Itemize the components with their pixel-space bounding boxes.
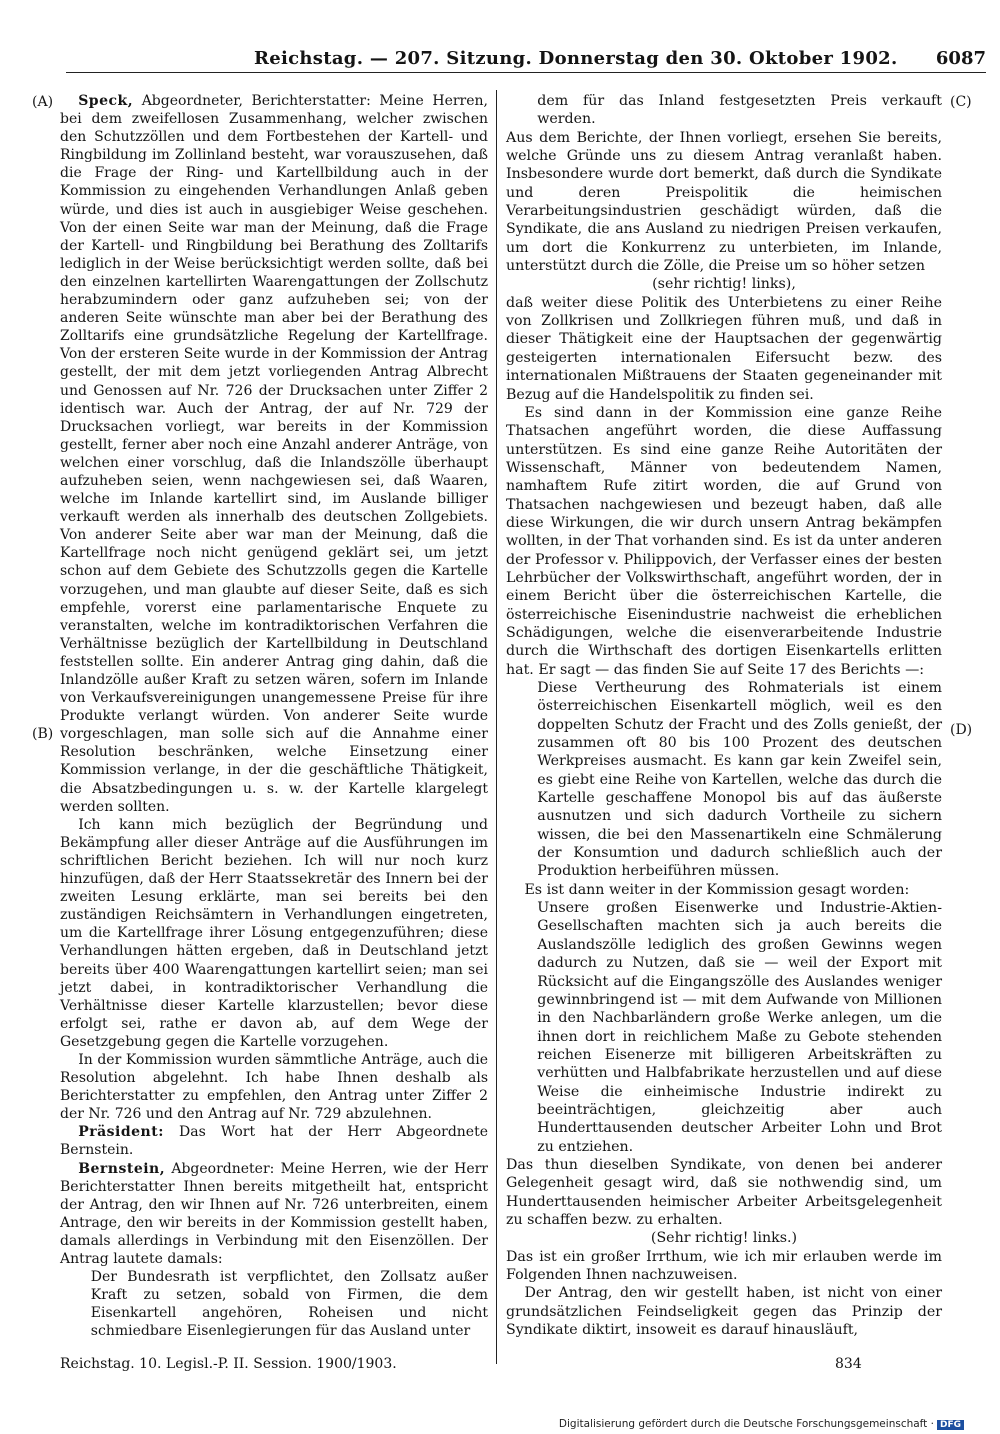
speaker-name: Präsident: xyxy=(78,1124,164,1141)
speech-president xyxy=(60,1123,488,1159)
paragraph: Das ist ein großer Irrthum, wie ich mir erlauben werde im Folgenden Ihnen nachzuweisen. xyxy=(506,1248,942,1283)
paragraph-text: Abgeordneter, Berichterstatter: Meine Herren, bei dem zweifellosen Zusammenhang, welcher zwischen den Schutzzöllen und dem Fortbestehen der Kartell- und Ringbildung im Zollinland besteht, war vorauszusehen, daß die Frage der Ring- und Kartellbildung auch in der Kommission zu eingehenden Verhandlungen Anlaß geben würde, und dies ist auch in ausgiebiger Weise geschehen. Von der einen Seite war man der Meinung, daß die Frage der Kartell- und Ringbildung bei Berathung des Zolltarifs lediglich in der Weise berücksichtigt werden sollte, daß bei den einzelnen kartellirten Waarengattungen der Zollschutz herabzumindern oder ganz aufzuheben sei; von der anderen Seite wünschte man aber bei der Berathung des Zolltarifs eine grundsätzliche Regelung der Kartellfrage. Von der ersteren Seite wurde in der Kommission der Antrag gestellt, der mit dem jetzt vorliegenden Antrag Albrecht und Genossen auf Nr. 726 der Drucksachen unter Ziffer 2 identisch war. Auch der Antrag, der auf Nr. 729 der Drucksachen vorliegt, war bereits in der Kommission gestellt, ferner aber noch eine Anzahl anderer Anträge, von welchen einer vorschlug, daß die Inlandszölle überhaupt aufzuheben seien, wenn nachgewiesen sei, daß Waaren, welche im Inlande kartellirt sind, im Auslande billiger verkauft werden als innerhalb des deutschen Zollgebiets. Von anderer Seite aber war man der Meinung, daß die Kartellfrage noch nicht genügend geklärt sei, um jetzt schon auf dem Gebiete des Schutzzolls gegen die Kartelle vorzugehen, und man glaubte auf dieser Seite, daß es sich empfehle, vorerst eine parlamentarische Enquete zu veranstalten, welche im kontradiktorischen Verfahren die Verhältnisse bezüglich der Kartellbildung in Deutschland feststellen sollte. Ein anderer Antrag ging dahin, daß die Inlandzölle außer Kraft zu setzen wären, sofern im Inlande von Verkaufsvereinigungen unangemessene Preise für ihre Produkte verlangt würden. Von anderer Seite wurde vorgeschlagen, man solle sich auf die Annahme einer Resolution beschränken, welche Einsetzung einer Kommission verlange, in der die geschäftliche Thätigkeit, die Absatzbedingungen u. s. w. der Kartelle klargelegt werden sollten. xyxy=(60,93,488,815)
quotation: Unsere großen Eisenwerke und Industrie-Aktien-Gesellschaften machten sich ja auch bereits die Auslandszölle lediglich des großen Gewinns wegen dadurch zu Nutzen, daß sie — weil der Export mit Rücksicht auf die Eingangszölle des Auslandes weniger gewinnbringend ist — mit dem Aufwande von Millionen in den Nachbarländern große Werke anlegen, um die ihnen dort in reichlichem Maße zu Gebote stehenden reichen Eisenerze mit billigeren Arbeitskräften zu verhütten und Halbfabrikate herzustellen und auf diese Weise die einheimische Industrie indirekt zu beeinträchtigen, gleichzeitig aber auch Hunderttausenden deutscher Arbeiter Lohn und Brot zu entziehen. xyxy=(537,900,942,1155)
paragraph: Der Antrag, den wir gestellt haben, ist nicht von einer grundsätzlichen Feindseligkeit gegen das Prinzip der Syndikate diktirt, insoweit es darauf hinausläuft, xyxy=(506,1285,942,1339)
speaker-name: Bernstein, xyxy=(78,1160,166,1177)
paragraph: In der Kommission wurden sämmtliche Anträge, auch die Resolution abgelehnt. Ich habe Ihnen deshalb als Berichterstatter zu empfehlen, den Antrag unter Ziffer 2 der Nr. 726 und den Antrag auf Nr. 729 abzulehnen. xyxy=(60,1051,488,1123)
margin-marker-a: (A) xyxy=(32,94,54,110)
speech-bernstein xyxy=(60,1160,488,1269)
page-number: 6087 xyxy=(935,48,986,69)
dfg-logo: DFG xyxy=(937,1420,964,1430)
paragraph: Es sind dann in der Kommission eine ganze Reihe Thatsachen angeführt worden, die diese Auffassung unterstützen. Es sind eine ganze Reihe Autoritäten der Wissenschaft, Männer von bedeutendem Namen, namhaftem Rufe zitirt worden, die auf Grund von Thatsachen nachgewiesen und bezeugt haben, daß alle diese Wirkungen, die wir durch unsern Antrag bekämpfen wollten, in der That vorhanden sind. Es ist da unter anderen der Professor v. Philippovich, der Verfasser eines der besten Lehrbücher der Volkswirthschaft, angeführt worden, der in einem Bericht über die österreichischen Kartelle, die österreichische Eisenindustrie nachweist die erheblichen Schädigungen, welche die eisenverarbeitende Industrie durch die Wirthschaft des dortigen Eisenkartells erlitten hat. Er sagt — das finden Sie auf Seite 17 des Berichts —: xyxy=(506,404,942,678)
margin-marker-c: (C) xyxy=(950,94,972,110)
speech-speck xyxy=(60,92,488,816)
digitization-credit xyxy=(559,1418,964,1430)
paragraph-text: Das Wort hat der Herr Abgeordnete Bernstein. xyxy=(60,1124,488,1159)
running-header xyxy=(14,46,986,72)
paragraph: Aus dem Berichte, der Ihnen vorliegt, ersehen Sie bereits, welche Gründe uns zu diesem Antrag veranlaßt haben. Insbesondere wurde dort bemerkt, daß durch die Syndikate und deren Preispolitik die heimischen Verarbeitungsindustrien geschädigt würden, daß die Syndikate, die ans Ausland zu niedrigen Preisen verkaufen, um dort die Konkurrenz zu unterbieten, im Inlande, unterstützt durch die Zölle, die Preise um so höher setzen xyxy=(506,129,942,275)
header-rule xyxy=(66,72,986,73)
header-title: Reichstag. — 207. Sitzung. Donnerstag den 30. Oktober 1902. xyxy=(254,48,898,69)
quoted-motion: Der Bundesrath ist verpflichtet, den Zollsatz außer Kraft zu setzen, sobald von Firmen, die dem Eisenkartell angehören, Roheisen und nicht schmiedbare Eisenlegierungen für das Ausland unter xyxy=(90,1269,488,1340)
column-divider xyxy=(496,90,497,1364)
margin-marker-d: (D) xyxy=(950,722,973,738)
footer-session-info: Reichstag. 10. Legisl.-P. II. Session. 1900/1903. xyxy=(60,1356,397,1372)
footer-signature: 834 xyxy=(835,1356,862,1372)
quotation: Diese Vertheurung des Rohmaterials ist einem österreichischen Eisenkartell möglich, weil es den doppelten Schutz der Fracht und des Zolls genießt, der zusammen oft 80 bis 100 Prozent des deutschen Werkpreises ausmacht. Es kann gar kein Zweifel sein, es giebt eine Reihe von Kartellen, welche das durch die Kartelle geschaffene Monopol bis auf das äußerste ausnutzen und sich dadurch Vortheile zu sichern wissen, die bei den Massenartikeln eine Schmälerung der Konsumtion und dadurch schließlich auch der Produktion herbeiführen müssen. xyxy=(537,680,942,880)
paragraph: Das thun dieselben Syndikate, von denen bei anderer Gelegenheit gesagt wird, daß sie nothwendig sind, um Hunderttausenden heimischer Arbeiter Arbeitsgelegenheit zu schaffen bezw. zu erhalten. xyxy=(506,1156,942,1228)
speaker-name: Speck, xyxy=(78,93,134,109)
right-column xyxy=(506,92,942,1339)
margin-marker-b: (B) xyxy=(32,726,54,742)
paragraph: Ich kann mich bezüglich der Begründung und Bekämpfung aller dieser Anträge auf die Ausführungen im schriftlichen Bericht beziehen. Ich will nur noch kurz hinzufügen, daß der Herr Staatssekretär des Innern bei der zweiten Lesung erklärte, man sei bereits bei den zuständigen Reichsämtern in Verhandlungen eingetreten, um die Kartellfrage ihrer Lösung entgegenzuführen; diese Verhandlungen hätten ergeben, daß in Deutschland jetzt bereits über 400 Waarengattungen kartellirt seien; man sei jetzt dabei, in kontradiktorischer Verhandlung die Verhältnisse dieser Kartelle klarzustellen; bevor diese erfolgt sei, rathe er davon ab, auf dem Wege der Gesetzgebung gegen die Kartelle vorzugehen. xyxy=(60,816,488,1050)
paragraph: Es ist dann weiter in der Kommission gesagt worden: xyxy=(524,881,910,898)
credit-text: Digitalisierung gefördert durch die Deutsche Forschungsgemeinschaft · xyxy=(558,1418,934,1430)
left-column xyxy=(60,92,488,1340)
interjection: (sehr richtig! links), xyxy=(652,276,796,293)
quoted-motion-continued: dem für das Inland festgesetzten Preis verkauft werden. xyxy=(537,93,942,128)
interjection: (Sehr richtig! links.) xyxy=(650,1230,798,1247)
paragraph-text: Abgeordneter: Meine Herren, wie der Herr Berichterstatter Ihnen bereits mitgetheilt hat, entspricht der Antrag, den wir Ihnen auf Nr. 726 unterbreiten, einem Antrage, den wir bereits in der Kommission gestellt haben, damals allerdings in Verbindung mit den Eisenzöllen. Der Antrag lautete damals: xyxy=(60,1160,489,1267)
paragraph: daß weiter diese Politik des Unterbietens zu einer Reihe von Zollkrisen und Zollkriegen führen muß, und daß in dieser Thätigkeit eine der Hauptsachen der gegenwärtig gesteigerten internationalen Eifersucht bezw. des internationalen Mißtrauens der Staaten gegeneinander mit Bezug auf die Handelspolitik zu finden sei. xyxy=(506,294,942,403)
